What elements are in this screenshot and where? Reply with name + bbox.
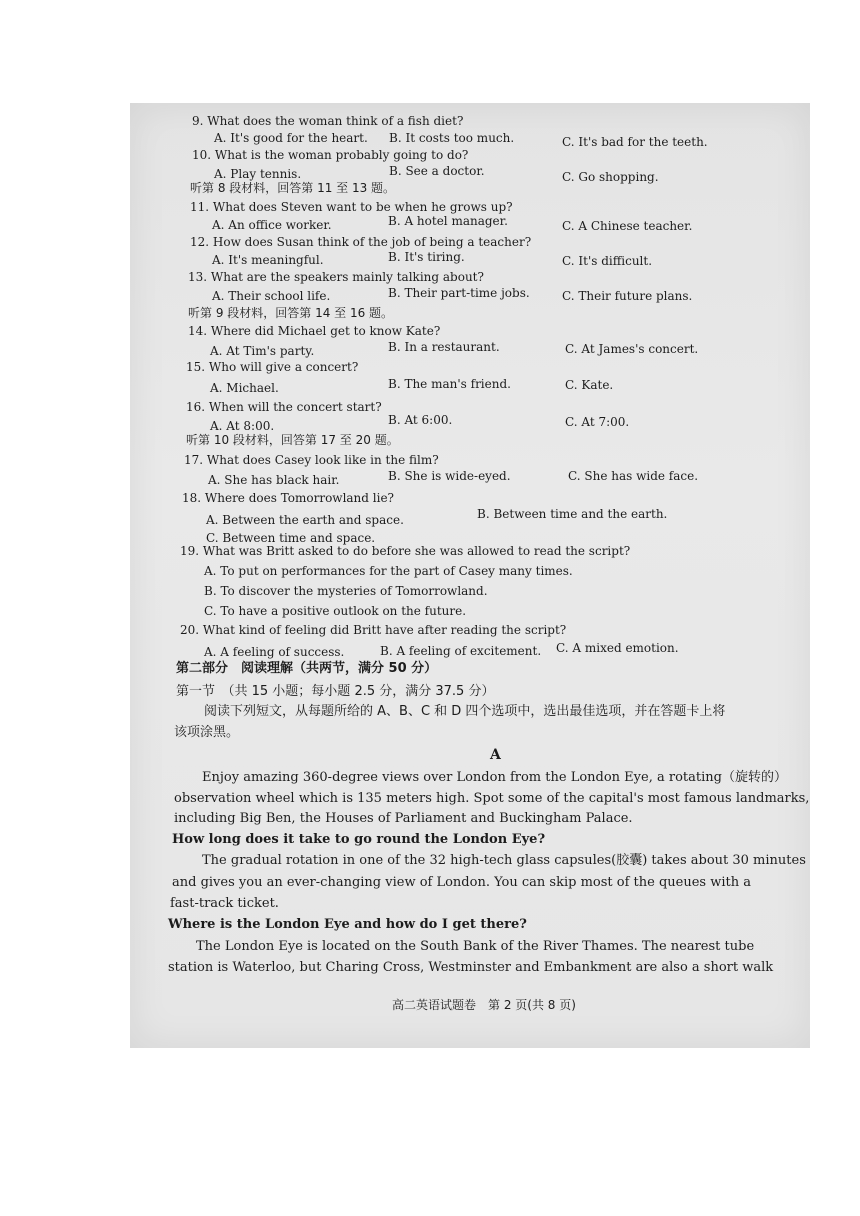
question-14-option-a: A. At Tim's party. [210, 344, 315, 358]
passage-p3-line-1: The London Eye is located on the South Bank of the River Thames. The nearest tube [196, 939, 755, 954]
question-16-stem: 16. When will the concert start? [186, 400, 382, 414]
question-11-stem: 11. What does Steven want to be when he grows up? [190, 200, 513, 214]
question-11-option-a: A. An office worker. [212, 218, 332, 232]
question-12-option-b: B. It's tiring. [388, 250, 465, 264]
question-15-option-a: A. Michael. [210, 381, 279, 395]
listening-instruction-9: 听第 9 段材料，回答第 14 至 16 题。 [188, 306, 394, 320]
passage-p2-line-2: and gives you an ever-changing view of London. You can skip most of the queues with a [172, 875, 751, 890]
question-18-option-c: C. Between time and space. [206, 531, 376, 545]
question-20-stem: 20. What kind of feeling did Britt have after reading the script? [180, 623, 567, 637]
question-17-option-a: A. She has black hair. [208, 473, 340, 487]
question-11-option-c: C. A Chinese teacher. [562, 219, 693, 233]
question-14-option-c: C. At James's concert. [565, 342, 699, 356]
question-9-option-a: A. It's good for the heart. [214, 131, 368, 145]
listening-instruction-8: 听第 8 段材料，回答第 11 至 13 题。 [190, 181, 396, 195]
question-19-option-b: B. To discover the mysteries of Tomorrowland. [204, 584, 488, 598]
reading-instruction-line-1: 阅读下列短文，从每题所给的 A、B、C 和 D 四个选项中，选出最佳选项，并在答题卡上将 [204, 704, 726, 719]
question-15-option-c: C. Kate. [565, 378, 614, 392]
question-18-stem: 18. Where does Tomorrowland lie? [182, 491, 394, 505]
question-9-option-b: B. It costs too much. [389, 131, 515, 145]
page-footer: 高二英语试题卷 第 2 页(共 8 页) [392, 998, 576, 1012]
listening-instruction-10: 听第 10 段材料，回答第 17 至 20 题。 [186, 433, 399, 447]
question-16-option-b: B. At 6:00. [388, 413, 453, 427]
passage-p3-line-2: station is Waterloo, but Charing Cross, Westminster and Embankment are also a short walk [168, 960, 774, 975]
question-12-option-c: C. It's difficult. [562, 254, 653, 268]
question-14-option-b: B. In a restaurant. [388, 340, 500, 354]
passage-p1-line-3: including Big Ben, the Houses of Parliament and Buckingham Palace. [174, 811, 633, 826]
question-15-option-b: B. The man's friend. [388, 377, 511, 391]
question-11-option-b: B. A hotel manager. [388, 214, 508, 228]
question-14-stem: 14. Where did Michael get to know Kate? [188, 324, 441, 338]
question-17-option-c: C. She has wide face. [568, 469, 699, 483]
question-18-option-a: A. Between the earth and space. [206, 513, 404, 527]
question-18-option-b: B. Between time and the earth. [477, 507, 668, 521]
reading-section-title: 第一节 （共 15 小题；每小题 2.5 分，满分 37.5 分） [176, 684, 495, 699]
passage-heading-2: Where is the London Eye and how do I get there? [168, 917, 527, 932]
question-10-stem: 10. What is the woman probably going to do? [192, 148, 469, 162]
question-19-option-c: C. To have a positive outlook on the future. [204, 604, 467, 618]
passage-heading-1: How long does it take to go round the London Eye? [172, 832, 546, 847]
question-12-option-a: A. It's meaningful. [212, 253, 324, 267]
question-17-option-b: B. She is wide-eyed. [388, 469, 511, 483]
passage-p1-line-2: observation wheel which is 135 meters high. Spot some of the capital's most famous landmarks, [174, 791, 810, 806]
question-16-option-c: C. At 7:00. [565, 415, 630, 429]
question-10-option-a: A. Play tennis. [214, 167, 302, 181]
question-13-option-a: A. Their school life. [212, 289, 331, 303]
question-20-option-c: C. A mixed emotion. [556, 641, 679, 655]
exam-page [130, 103, 810, 1048]
question-17-stem: 17. What does Casey look like in the film? [184, 453, 439, 467]
question-19-stem: 19. What was Britt asked to do before she was allowed to read the script? [180, 544, 631, 558]
question-15-stem: 15. Who will give a concert? [186, 360, 359, 374]
question-10-option-b: B. See a doctor. [389, 164, 485, 178]
question-9-stem: 9. What does the woman think of a fish diet? [192, 114, 464, 128]
question-10-option-c: C. Go shopping. [562, 170, 659, 184]
question-19-option-a: A. To put on performances for the part of Casey many times. [204, 564, 573, 578]
question-13-option-c: C. Their future plans. [562, 289, 693, 303]
question-12-stem: 12. How does Susan think of the job of being a teacher? [190, 235, 532, 249]
reading-part-title: 第二部分 阅读理解（共两节，满分 50 分） [176, 661, 438, 676]
passage-p2-line-1: The gradual rotation in one of the 32 high-tech glass capsules(胶囊) takes about 30 minutes [202, 853, 806, 868]
question-13-stem: 13. What are the speakers mainly talking about? [188, 270, 484, 284]
question-16-option-a: A. At 8:00. [210, 419, 275, 433]
question-13-option-b: B. Their part-time jobs. [388, 286, 530, 300]
passage-p2-line-3: fast-track ticket. [170, 896, 279, 911]
passage-p1-line-1: Enjoy amazing 360-degree views over London from the London Eye, a rotating（旋转的） [202, 770, 787, 785]
question-20-option-b: B. A feeling of excitement. [380, 644, 542, 658]
question-9-option-c: C. It's bad for the teeth. [562, 135, 708, 149]
question-20-option-a: A. A feeling of success. [204, 645, 345, 659]
passage-letter: A [490, 747, 501, 763]
reading-instruction-line-2: 该项涂黑。 [174, 725, 240, 740]
